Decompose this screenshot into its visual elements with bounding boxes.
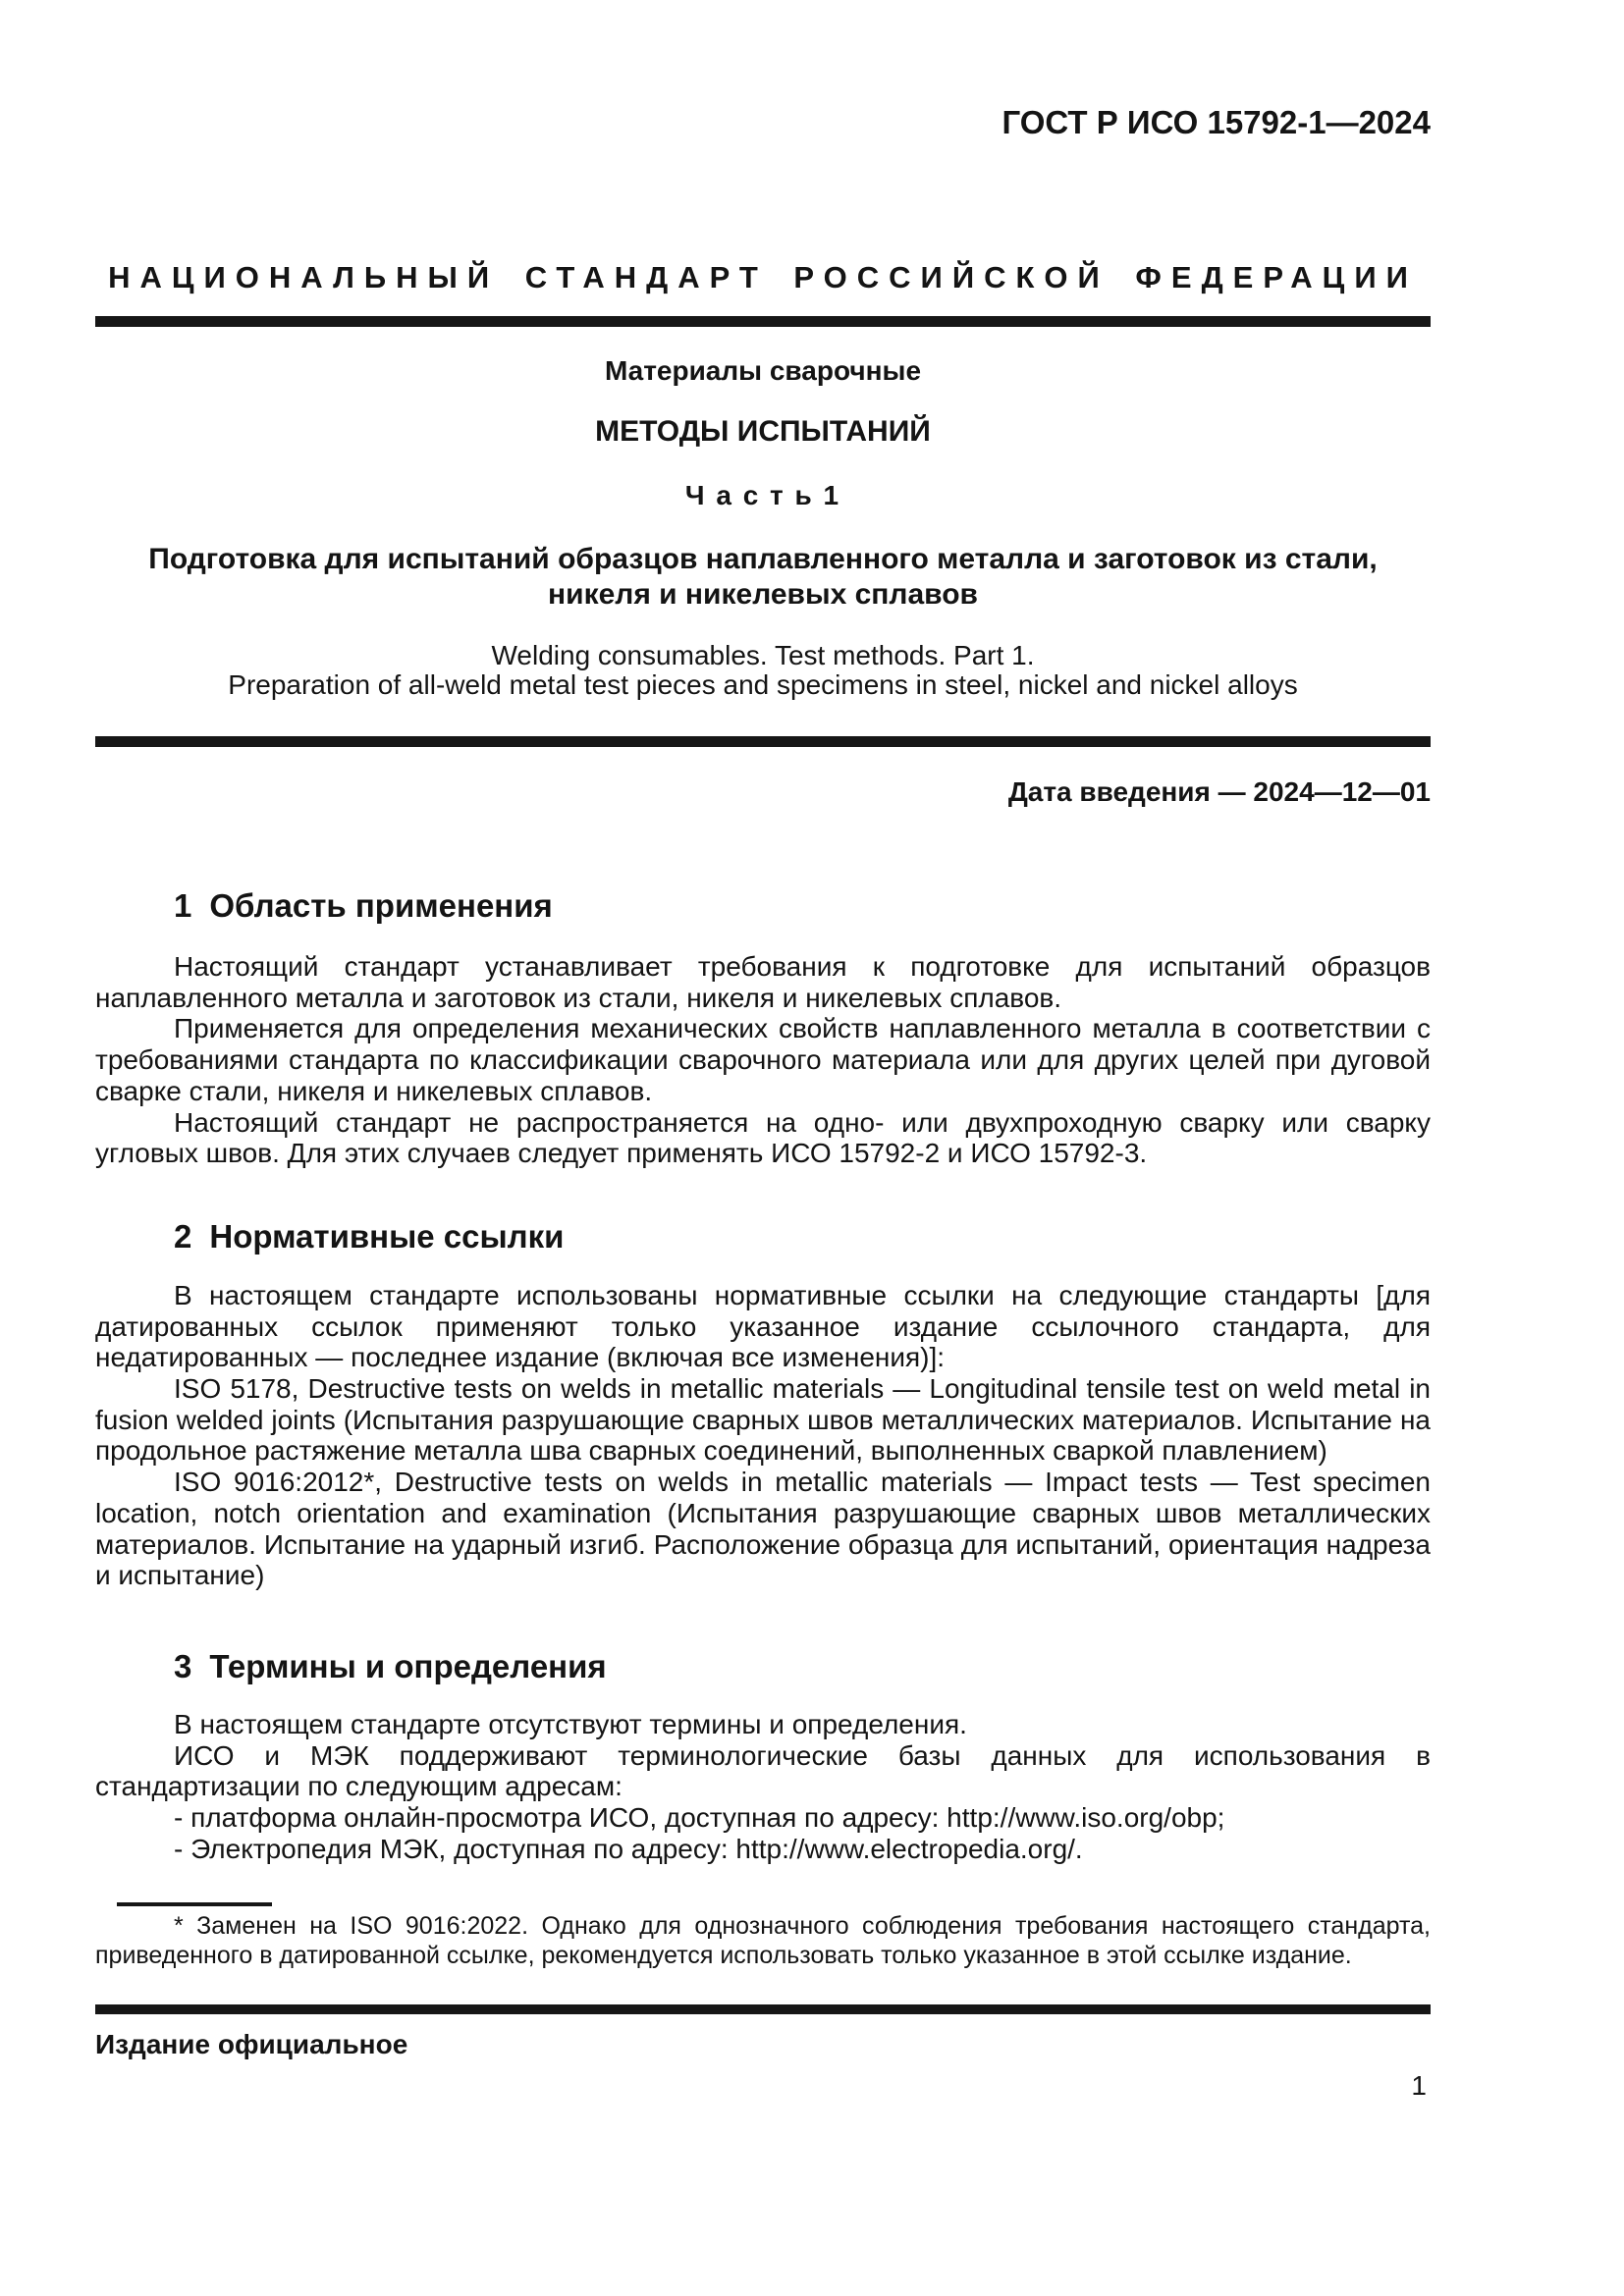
footnote-text: * Заменен на ISO 9016:2022. Однако для однозначного соблюдения требования настоящего стандарта, приведенного в датированной ссылке, рекомендуется использовать только указанное в этой ссылке издание. <box>95 1912 1431 1970</box>
subtitle-russian-line1: Подготовка для испытаний образцов наплавленного металла и заготовок из стали, <box>148 543 1378 575</box>
list-item-iso-obp-link: - платформа онлайн-просмотра ИСО, доступная по адресу: http://www.iso.org/obp; <box>174 1802 1225 1834</box>
section-3-number: 3 <box>174 1647 192 1684</box>
subtitle-russian <box>95 542 1431 613</box>
subtitle-english-line1: Welding consumables. Test methods. Part 1. <box>491 640 1035 670</box>
section-1-heading <box>95 887 1431 925</box>
title-group: Материалы сварочные <box>604 355 922 386</box>
normative-reference-iso-9016: ISO 9016:2012*, Destructive tests on welds in metallic materials — Impact tests — Test specimen location, notch orientation and examination (Испытания разрушающие сварных швов металлических материалов. Испытание на ударный изгиб. Расположение образца для испытаний, ориентация надреза и испытание) <box>95 1467 1431 1591</box>
paragraph: Применяется для определения механических свойств наплавленного металла в соответствии с требованиями стандарта по классификации сварочного материала или для других целей при дуговой сварке стали, никеля и никелевых сплавов. <box>95 1013 1431 1106</box>
footnote-separator-rule <box>117 1902 272 1906</box>
normative-reference-iso-5178: ISO 5178, Destructive tests on welds in metallic materials — Longitudinal tensile test on weld metal in fusion welded joints (Испытания разрушающие сварных швов металлических материалов. Испытание на продольное растяжение металла шва сварных соединений, выполненных сваркой плавлением) <box>95 1373 1431 1467</box>
section-2-number: 2 <box>174 1217 192 1255</box>
document-code: ГОСТ Р ИСО 15792-1—2024 <box>1001 104 1431 140</box>
list-item-electropedia-link: - Электропедия МЭК, доступная по адресу: http://www.electropedia.org/. <box>174 1833 1083 1864</box>
subtitle-english <box>95 641 1431 700</box>
subtitle-russian-line2: никеля и никелевых сплавов <box>548 578 978 611</box>
section-2-body <box>95 1280 1431 1591</box>
top-divider-bar <box>95 316 1431 327</box>
section-3-heading <box>95 1648 1431 1685</box>
section-3-body <box>95 1709 1431 1865</box>
paragraph: ИСО и МЭК поддерживают терминологические базы данных для использования в стандартизации по следующим адресам: <box>95 1739 1431 1802</box>
section-1-number: 1 <box>174 887 192 924</box>
effective-date: Дата введения — 2024—12—01 <box>1007 776 1431 807</box>
paragraph: В настоящем стандарте использованы нормативные ссылки на следующие стандарты [для датированных ссылок применяют только указанное издание ссылочного стандарта, для недатированных — последнее издание (включая все изменения)]: <box>95 1279 1431 1373</box>
national-standard-banner: НАЦИОНАЛЬНЫЙ СТАНДАРТ РОССИЙСКОЙ ФЕДЕРАЦИИ <box>108 260 1418 294</box>
section-1-body <box>95 951 1431 1169</box>
section-1-title: Область применения <box>209 887 553 924</box>
subtitle-english-line2: Preparation of all-weld metal test pieces and specimens in steel, nickel and nickel alloys <box>228 669 1298 700</box>
section-3-title: Термины и определения <box>209 1647 607 1684</box>
bottom-divider-bar <box>95 2004 1431 2014</box>
title-part: Ч а с т ь 1 <box>684 480 841 510</box>
edition-note: Издание официальное <box>95 2029 408 2060</box>
section-2-title: Нормативные ссылки <box>209 1217 565 1255</box>
paragraph: Настоящий стандарт устанавливает требования к подготовке для испытаний образцов наплавленного металла и заготовок из стали, никеля и никелевых сплавов. <box>95 951 1431 1013</box>
page-content <box>95 0 1431 2102</box>
middle-divider-bar <box>95 736 1431 747</box>
paragraph: В настоящем стандарте отсутствуют термины и определения. <box>174 1708 967 1739</box>
title-main: МЕТОДЫ ИСПЫТАНИЙ <box>595 415 931 448</box>
section-2-heading <box>95 1218 1431 1255</box>
paragraph: Настоящий стандарт не распространяется на одно- или двухпроходную сварку или сварку угловых швов. Для этих случаев следует применять ИСО 15792-2 и ИСО 15792-3. <box>95 1106 1431 1169</box>
page-number: 1 <box>1411 2070 1427 2102</box>
